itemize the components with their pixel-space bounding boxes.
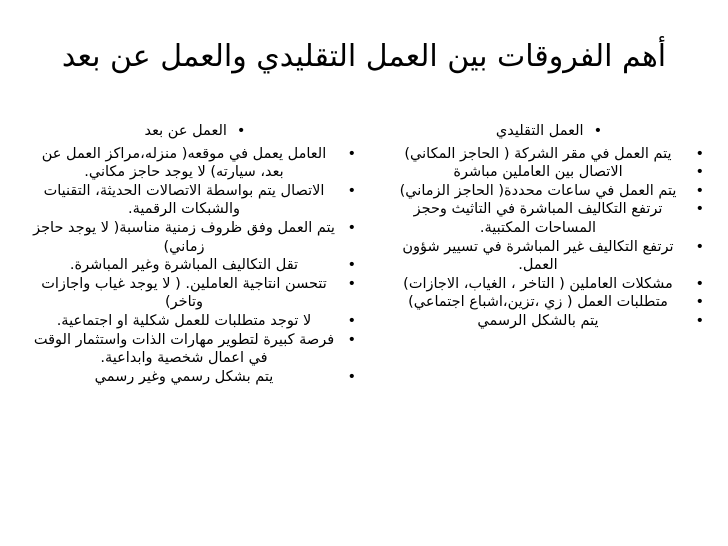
- list-item: [30, 145, 360, 182]
- list-item-text: مشكلات العاملين ( التاخر ، الغياب، الاجازات): [403, 275, 673, 292]
- bullet-icon: •: [347, 219, 356, 236]
- list-item: [30, 182, 360, 219]
- list-item-text: الاتصال بين العاملين مباشرة: [453, 164, 623, 181]
- list-item: [30, 331, 360, 368]
- list-item: [390, 163, 708, 182]
- remote-work-list: [30, 145, 360, 387]
- bullet-icon: •: [347, 312, 356, 329]
- list-item-text: تتحسن انتاجية العاملين. ( لا يوجد غياب واجازات وتاخر): [41, 275, 327, 311]
- bullet-icon: •: [347, 275, 356, 292]
- list-item: [390, 275, 708, 294]
- traditional-work-list: [390, 145, 708, 331]
- list-item: [30, 275, 360, 312]
- list-item-text: يتم بالشكل الرسمي: [477, 312, 599, 329]
- list-item-text: يتم العمل في مقر الشركة ( الحاجز المكاني): [404, 145, 672, 162]
- remote-work-heading: [30, 122, 360, 141]
- list-item: [390, 293, 708, 312]
- list-item: [30, 312, 360, 331]
- bullet-icon: •: [695, 238, 704, 255]
- list-item: [390, 238, 708, 275]
- list-item-text: الاتصال يتم بواسطة الاتصالات الحديثة، التقنيات والشبكات الرقمية.: [43, 182, 325, 218]
- traditional-work-column: [390, 122, 708, 331]
- list-item-text: تقل التكاليف المباشرة وغير المباشرة.: [69, 257, 299, 274]
- list-item: [390, 312, 708, 331]
- traditional-work-heading: [390, 122, 708, 141]
- bullet-icon: •: [593, 123, 603, 139]
- remote-work-heading-text: العمل عن بعد: [144, 123, 227, 139]
- list-item-text: فرصة كبيرة لتطوير مهارات الذات واستثمار الوقت في اعمال شخصية وابداعية.: [33, 331, 335, 367]
- list-item: [390, 200, 708, 237]
- list-item-text: العامل يعمل في موقعه( منزله،مراكز العمل عن بعد، سيارته) لا يوجد حاجز مكاني.: [41, 145, 327, 181]
- list-item: [30, 368, 360, 387]
- remote-work-column: [30, 122, 360, 386]
- list-item: [30, 219, 360, 256]
- bullet-icon: •: [347, 368, 356, 385]
- traditional-work-heading-text: العمل التقليدي: [495, 123, 584, 139]
- bullet-icon: •: [347, 257, 356, 274]
- bullet-icon: •: [695, 164, 704, 181]
- bullet-icon: •: [695, 182, 704, 199]
- list-item-text: يتم بشكل رسمي وغير رسمي: [94, 368, 274, 385]
- list-item-text: لا توجد متطلبات للعمل شكلية او اجتماعية.: [56, 312, 312, 329]
- bullet-icon: •: [695, 275, 704, 292]
- bullet-icon: •: [347, 331, 356, 348]
- bullet-icon: •: [347, 182, 356, 199]
- list-item: [390, 145, 708, 164]
- bullet-icon: •: [695, 145, 704, 162]
- list-item: [390, 182, 708, 201]
- list-item: [30, 256, 360, 275]
- slide-title: أهم الفروقات بين العمل التقليدي والعمل عن بعد: [61, 39, 667, 74]
- bullet-icon: •: [347, 145, 356, 162]
- list-item-text: متطلبات العمل ( زي ،تزين،اشباع اجتماعي): [408, 294, 668, 311]
- list-item-text: ترتفع التكاليف المباشرة في التاثيث وحجز المساحات المكتبية.: [413, 201, 663, 236]
- bullet-icon: •: [236, 123, 246, 139]
- bullet-icon: •: [695, 312, 704, 329]
- list-item-text: يتم العمل وفق ظروف زمنية مناسبة( لا يوجد حاجز زماني): [33, 219, 335, 255]
- list-item-text: يتم العمل في ساعات محددة( الحاجز الزماني): [399, 182, 677, 199]
- list-item-text: ترتفع التكاليف غير المباشرة في تسيير شؤون العمل.: [402, 238, 674, 274]
- bullet-icon: •: [695, 201, 704, 218]
- bullet-icon: •: [695, 294, 704, 311]
